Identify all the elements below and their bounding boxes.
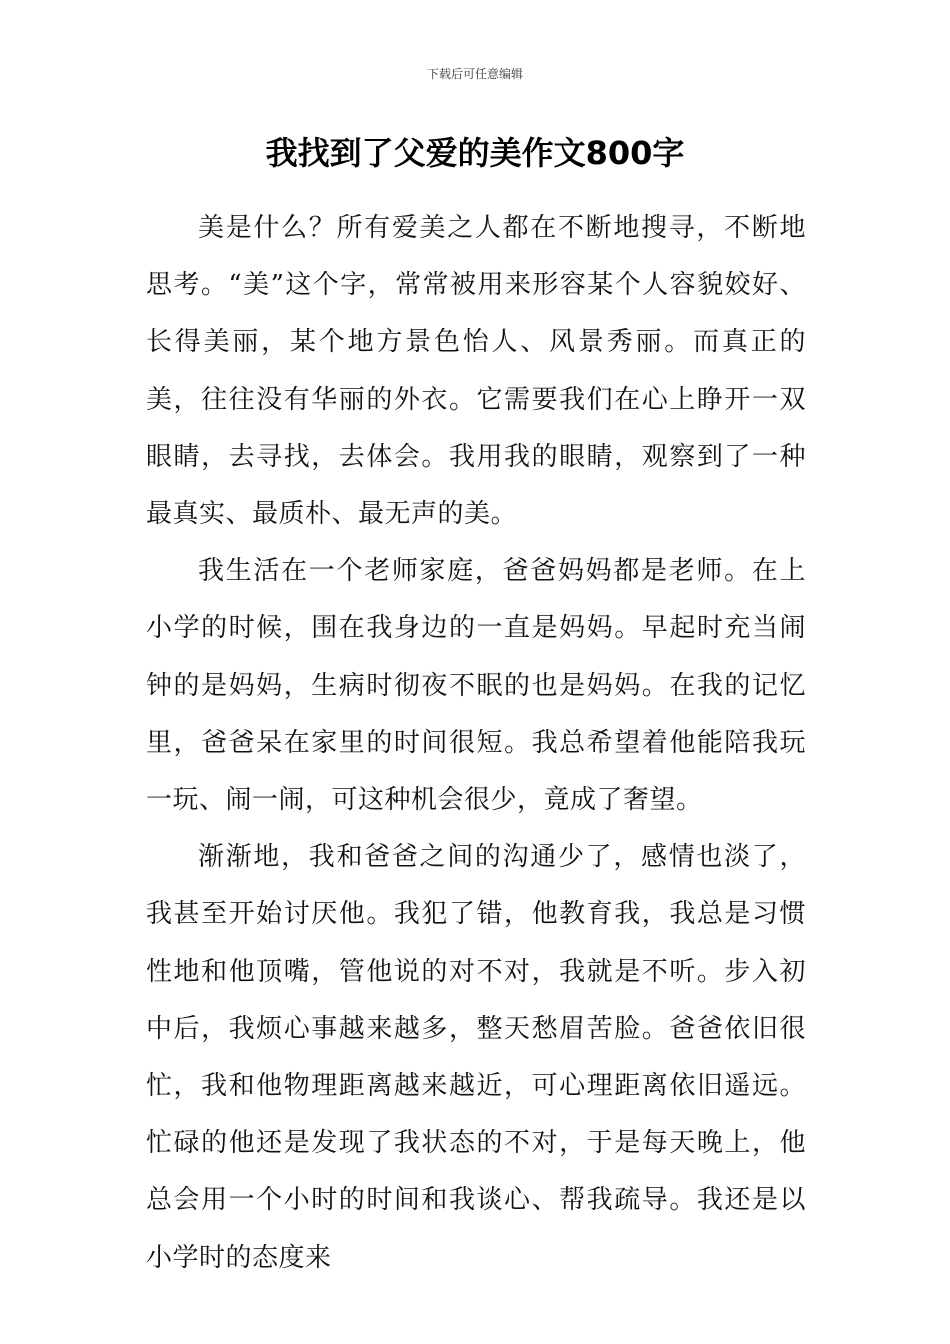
paragraph: 渐渐地，我和爸爸之间的沟通少了，感情也淡了，我甚至开始讨厌他。我犯了错，他教育我，我总是习惯性地和他顶嘴，管他说的对不对，我就是不听。步入初中后，我烦心事越来越多，整天愁眉苦脸。爸爸依旧很忙，我和他物理距离越来越近，可心理距离依旧遥远。忙碌的他还是发现了我状态的不对，于是每天晚上，他总会用一个小时的时间和我谈心、帮我疏导。我还是以小学时的态度来 xyxy=(146,842,806,1273)
document-title: 我找到了父爱的美作文800字 xyxy=(265,134,685,172)
header-note: 下载后可任意编辑 xyxy=(426,67,523,81)
paragraph: 美是什么？所有爱美之人都在不断地搜寻，不断地思考。“美”这个字，常常被用来形容某个人容貌姣好、长得美丽，某个地方景色怡人、风景秀丽。而真正的美，往往没有华丽的外衣。它需要我们在心上睁开一双眼睛，去寻找，去体会。我用我的眼睛，观察到了一种最真实、最质朴、最无声的美。 xyxy=(146,213,806,530)
document-body xyxy=(146,200,806,1287)
paragraph: 我生活在一个老师家庭，爸爸妈妈都是老师。在上小学的时候，围在我身边的一直是妈妈。早起时充当闹钟的是妈妈，生病时彻夜不眠的也是妈妈。在我的记忆里，爸爸呆在家里的时间很短。我总希望着他能陪我玩一玩、闹一闹，可这种机会很少，竟成了奢望。 xyxy=(146,556,806,816)
